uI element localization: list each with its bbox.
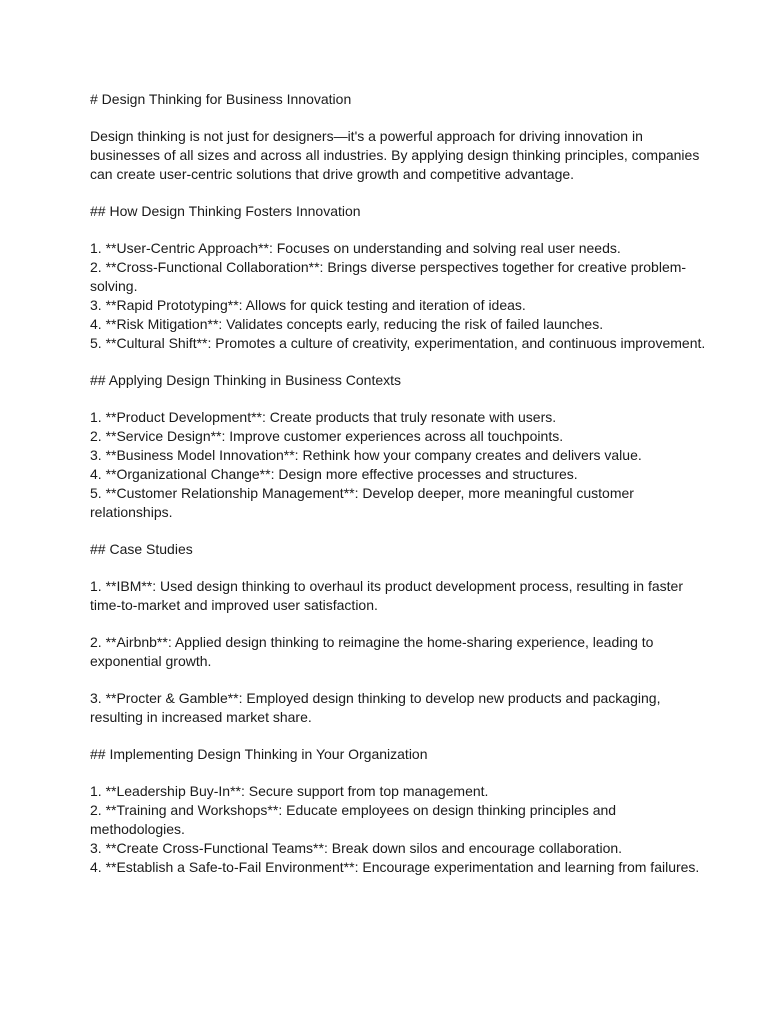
section-heading-implementing: ## Implementing Design Thinking in Your Organization xyxy=(90,746,428,762)
section-heading-innovation: ## How Design Thinking Fosters Innovation xyxy=(90,203,361,219)
case-study-ibm: 1. **IBM**: Used design thinking to overhaul its product development process, resulting in faster time-to-market and improved user satisfaction. xyxy=(90,578,687,613)
list-item: 3. **Create Cross-Functional Teams**: Break down silos and encourage collaboration. xyxy=(90,840,623,856)
section-heading-business-contexts: ## Applying Design Thinking in Business Contexts xyxy=(90,372,402,388)
list-item: 1. **Leadership Buy-In**: Secure support from top management. xyxy=(90,783,489,799)
list-business-contexts xyxy=(90,408,708,522)
case-study-procter-gamble: 3. **Procter & Gamble**: Employed design thinking to develop new products and packaging, resulting in increased market share. xyxy=(90,690,665,725)
case-study-airbnb: 2. **Airbnb**: Applied design thinking to reimagine the home-sharing experience, leading to exponential growth. xyxy=(90,634,658,669)
section-heading-case-studies: ## Case Studies xyxy=(90,541,193,557)
intro-paragraph: Design thinking is not just for designers—it's a powerful approach for driving innovation in businesses of all sizes and across all industries. By applying design thinking principles, companies can create user-centric solutions that drive growth and competitive advantage. xyxy=(90,128,704,182)
list-item: 5. **Customer Relationship Management**: Develop deeper, more meaningful customer relationships. xyxy=(90,485,634,520)
list-innovation xyxy=(90,239,708,353)
list-item: 3. **Rapid Prototyping**: Allows for quick testing and iteration of ideas. xyxy=(90,297,526,313)
list-item: 3. **Business Model Innovation**: Rethink how your company creates and delivers value. xyxy=(90,447,642,463)
document-title: # Design Thinking for Business Innovation xyxy=(90,91,352,107)
list-item: 2. **Cross-Functional Collaboration**: Brings diverse perspectives together for creative problem-solving. xyxy=(90,259,687,294)
list-item: 1. **Product Development**: Create products that truly resonate with users. xyxy=(90,409,557,425)
list-item: 1. **User-Centric Approach**: Focuses on understanding and solving real user needs. xyxy=(90,240,621,256)
list-implementing xyxy=(90,782,708,877)
list-item: 4. **Establish a Safe-to-Fail Environment**: Encourage experimentation and learning from failures. xyxy=(90,859,700,875)
list-item: 4. **Organizational Change**: Design more effective processes and structures. xyxy=(90,466,578,482)
list-item: 2. **Training and Workshops**: Educate employees on design thinking principles and methodologies. xyxy=(90,802,617,837)
list-item: 4. **Risk Mitigation**: Validates concepts early, reducing the risk of failed launches. xyxy=(90,316,604,332)
list-item: 5. **Cultural Shift**: Promotes a culture of creativity, experimentation, and continuous improvement. xyxy=(90,335,706,351)
list-item: 2. **Service Design**: Improve customer experiences across all touchpoints. xyxy=(90,428,564,444)
